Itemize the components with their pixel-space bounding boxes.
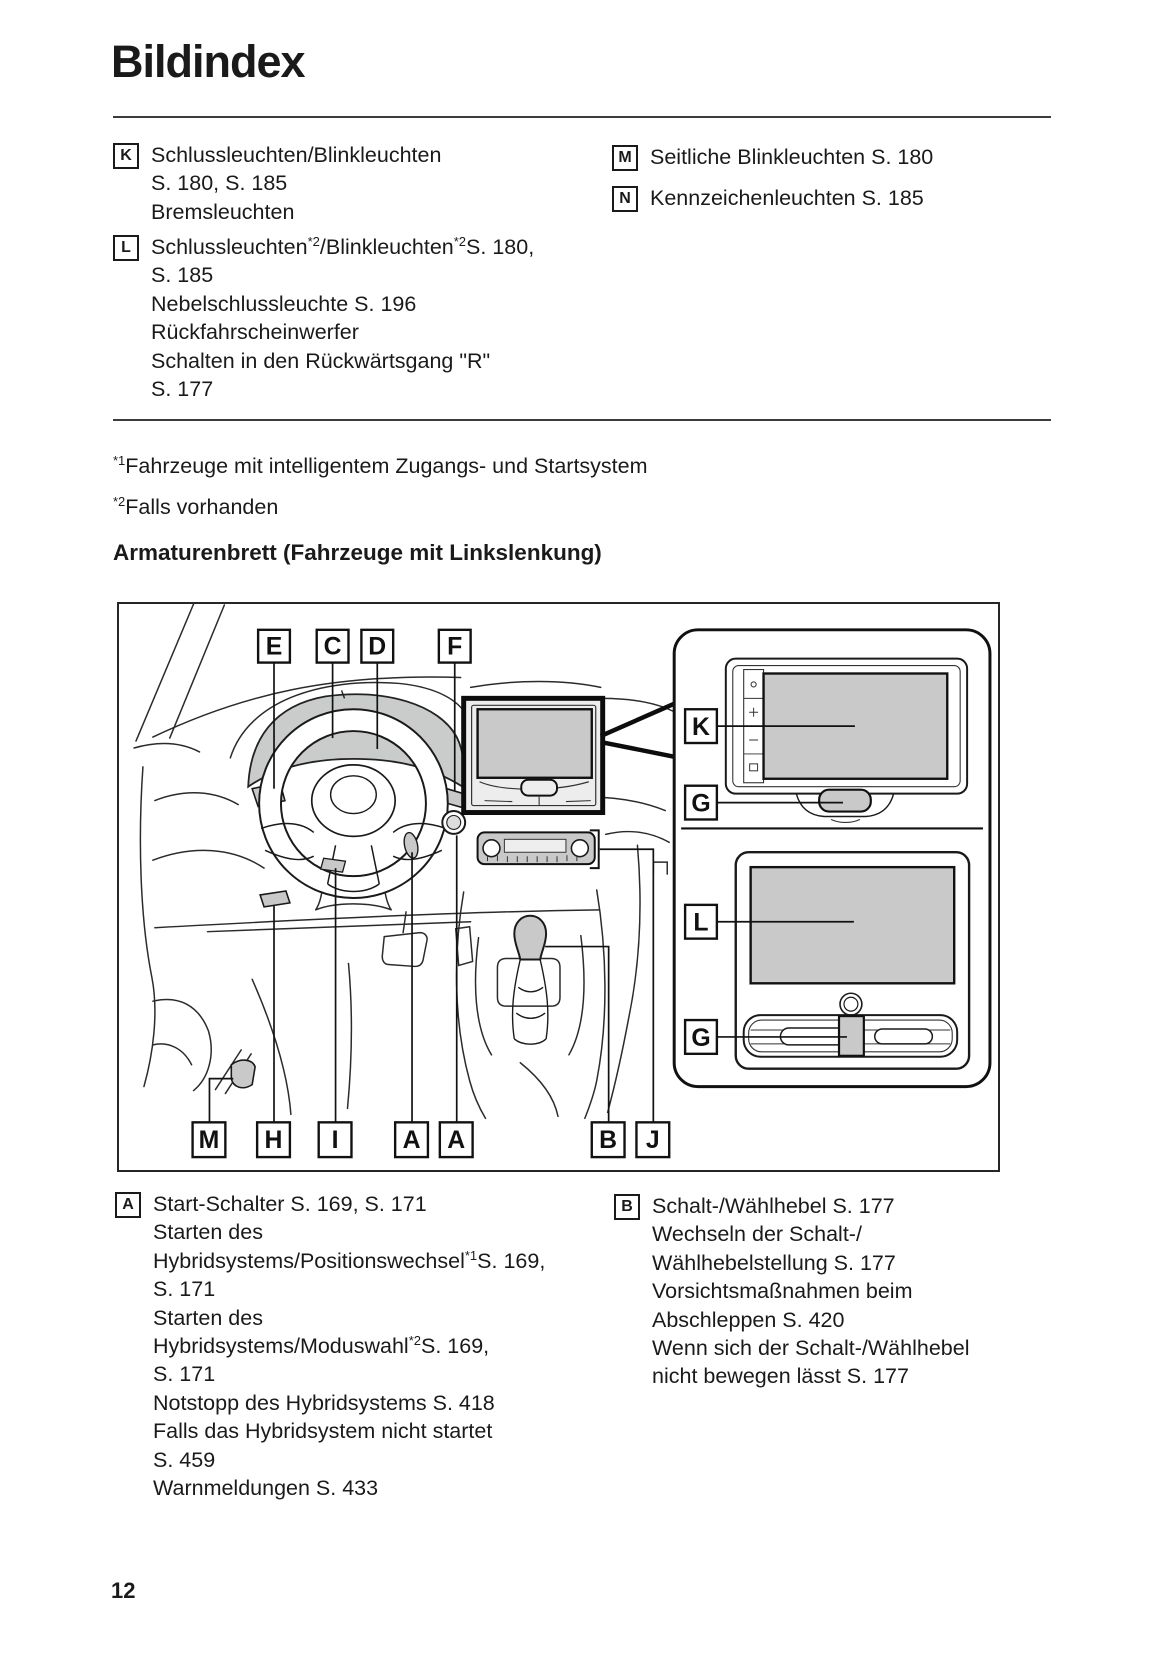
- svg-text:G: G: [691, 1024, 711, 1052]
- callout-I: [319, 1122, 352, 1157]
- wheel-switches: [321, 858, 346, 872]
- legend-lines: [652, 1192, 969, 1391]
- legend-line: Warnmeldungen S. 433: [153, 1476, 379, 1501]
- heater-control: [839, 1016, 864, 1056]
- key-box-a: A: [115, 1192, 141, 1218]
- legend-line: S. 171: [153, 1277, 216, 1302]
- svg-text:M: M: [198, 1127, 220, 1155]
- dashboard-figure: [117, 602, 1000, 1172]
- legend-line: S. 177: [151, 377, 214, 402]
- hood-release-lever: [231, 1060, 255, 1088]
- key-box-b: B: [614, 1194, 640, 1220]
- legend-line: Schalt-/Wählhebel S. 177: [652, 1194, 895, 1218]
- callout-E: [258, 630, 290, 663]
- legend-line: Falls das Hybridsystem nicht startet: [153, 1419, 493, 1444]
- legend-item-b: [614, 1192, 969, 1391]
- legend-line: Starten des: [153, 1220, 263, 1245]
- zoom-wedge: [601, 703, 675, 757]
- legend-item-m: [612, 143, 933, 171]
- svg-text:L: L: [693, 909, 709, 937]
- key-box-n: N: [612, 186, 638, 212]
- legend-line: Notstopp des Hybridsystems S. 418: [153, 1390, 495, 1415]
- legend-line: Hybridsystems/Positionswechsel$^{*1}$S. 169,: [153, 1247, 546, 1273]
- legend-line: S. 459: [153, 1447, 216, 1472]
- footnote-2: $^{*2}$Falls vorhanden: [113, 493, 279, 519]
- callout-A1: [395, 1122, 428, 1157]
- gear-shifter: [513, 916, 548, 1044]
- legend-lines: [650, 184, 924, 212]
- svg-text:F: F: [447, 633, 463, 661]
- legend-line: Hybridsystems/Moduswahl$^{*2}$S. 169,: [153, 1332, 490, 1359]
- page-number: 12: [111, 1578, 136, 1603]
- svg-text:J: J: [645, 1127, 660, 1155]
- callout-D: [361, 630, 393, 663]
- volume-knob: [840, 993, 862, 1015]
- instrument-panel-switch: [260, 891, 290, 907]
- legend-lines: [151, 233, 534, 403]
- callout-J: [636, 1122, 669, 1157]
- climate-controls: [478, 830, 599, 868]
- svg-text:H: H: [264, 1127, 283, 1155]
- detail-panel: [674, 630, 990, 1087]
- legend-line: Nebelschlussleuchte S. 196: [151, 291, 417, 316]
- legend-lines: [151, 141, 441, 226]
- callout-A2: [440, 1122, 473, 1157]
- divider-top: [113, 116, 1051, 118]
- callout-G-upper: [685, 786, 717, 820]
- svg-text:B: B: [599, 1127, 618, 1155]
- svg-text:G: G: [691, 790, 711, 818]
- callout-B: [592, 1122, 625, 1157]
- key-box-k: K: [113, 143, 139, 169]
- legend-line: Kennzeichenleuchten S. 185: [650, 186, 924, 210]
- svg-text:K: K: [692, 714, 710, 742]
- legend-line: Wählhebelstellung S. 177: [652, 1250, 896, 1275]
- legend-line: S. 180, S. 185: [151, 171, 288, 196]
- legend-line: Starten des: [153, 1305, 263, 1330]
- svg-text:A: A: [447, 1127, 466, 1155]
- legend-line: Abschleppen S. 420: [652, 1307, 845, 1332]
- dashboard-diagram: [119, 604, 998, 1170]
- callout-H: [257, 1122, 290, 1157]
- legend-line: nicht bewegen lässt S. 177: [652, 1364, 909, 1389]
- callout-F: [439, 630, 471, 663]
- legend-lines: [650, 143, 933, 171]
- legend-line: Start-Schalter S. 169, S. 171: [153, 1192, 427, 1216]
- legend-line: Rückfahrscheinwerfer: [151, 320, 359, 345]
- legend-line: S. 185: [151, 263, 214, 288]
- legend-lines: [153, 1190, 545, 1502]
- svg-text:A: A: [402, 1127, 421, 1155]
- callout-C: [317, 630, 349, 663]
- legend-item-a: [115, 1190, 545, 1502]
- callout-K: [685, 709, 717, 743]
- key-box-l: L: [113, 235, 139, 261]
- page-title: Bildindex: [111, 36, 305, 87]
- svg-text:C: C: [323, 633, 342, 661]
- legend-line: Schlussleuchten/Blinkleuchten: [151, 143, 442, 167]
- legend-line: S. 171: [153, 1362, 216, 1387]
- legend-line: Vorsichtsmaßnahmen beim: [652, 1279, 913, 1304]
- legend-item-k: [113, 141, 441, 226]
- footnote-1: $^{*1}$Fahrzeuge mit intelligentem Zugangs- und Startsystem: [113, 452, 648, 478]
- callout-M: [193, 1122, 226, 1157]
- legend-line: Wenn sich der Schalt-/Wählhebel: [652, 1336, 970, 1361]
- svg-text:I: I: [331, 1127, 339, 1155]
- section-heading: Armaturenbrett (Fahrzeuge mit Linkslenkung): [113, 540, 602, 565]
- callout-L: [685, 905, 717, 939]
- legend-item-n: [612, 184, 924, 212]
- legend-line: Schlussleuchten$^{*2}$/Blinkleuchten$^{*2}$S. 180,: [151, 233, 535, 259]
- center-display: [464, 698, 603, 812]
- legend-line: Wechseln der Schalt-/: [652, 1222, 862, 1247]
- svg-text:E: E: [265, 633, 283, 661]
- legend-line: Seitliche Blinkleuchten S. 180: [650, 145, 934, 169]
- divider-mid: [113, 419, 1051, 421]
- legend-item-l: [113, 233, 534, 403]
- callout-G-lower: [685, 1020, 717, 1054]
- lower-screen: [751, 867, 955, 983]
- svg-text:D: D: [368, 633, 387, 661]
- legend-line: Schalten in den Rückwärtsgang "R": [151, 348, 491, 373]
- key-box-m: M: [612, 145, 638, 171]
- upper-tray-button: [819, 790, 871, 812]
- legend-line: Bremsleuchten: [151, 199, 295, 224]
